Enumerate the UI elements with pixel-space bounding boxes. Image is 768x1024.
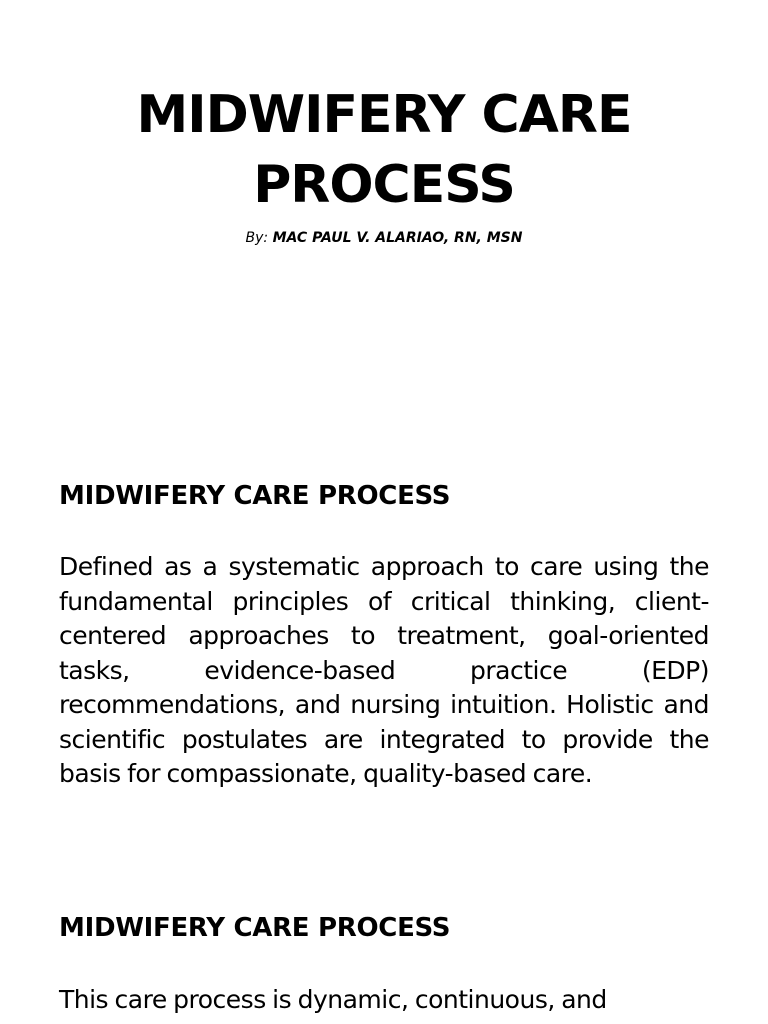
author-name: MAC PAUL V. ALARIAO, RN, MSN xyxy=(272,230,523,246)
document-title xyxy=(0,80,768,220)
byline-prefix: By: xyxy=(245,230,273,246)
section-body-2: This care process is dynamic, continuous, and xyxy=(59,985,607,1014)
title-line-1: MIDWIFERY CARE xyxy=(136,85,632,145)
section-heading-2: MIDWIFERY CARE PROCESS xyxy=(59,913,451,943)
section-body-1: Defined as a systematic approach to care using the fundamental principles of critical thinking, client-centered approaches to treatment, goal-oriented tasks, evidence-based practice (EDP) recommendations, and nursing intuition. Holistic and scientific postulates are integrated to provide the basis for compassionate, quality-based care. xyxy=(59,552,709,788)
title-line-2: PROCESS xyxy=(253,155,515,215)
section-heading-1: MIDWIFERY CARE PROCESS xyxy=(59,481,451,511)
author-byline xyxy=(0,230,768,246)
